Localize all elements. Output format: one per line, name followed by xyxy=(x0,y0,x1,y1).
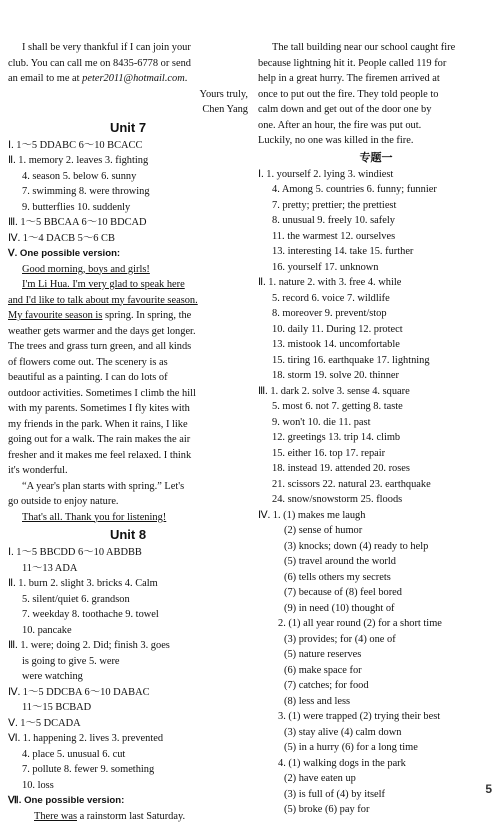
page-number: 5 xyxy=(485,782,492,796)
answer-line: 18. storm 19. solve 20. thinner xyxy=(258,368,494,384)
answer-line: Ⅳ. 1. (1) makes me laugh xyxy=(258,508,494,524)
answer-line: 10. loss xyxy=(8,778,248,794)
answer-line: (7) because of (8) feel bored xyxy=(258,585,494,601)
answer-line: 5. silent/quiet 6. grandson xyxy=(8,592,248,608)
essay-line: There was a rainstorm last Saturday. xyxy=(8,809,248,824)
essay-line: go outside to enjoy nature. xyxy=(8,494,248,510)
answer-line: (9) in need (10) thought of xyxy=(258,601,494,617)
answer-line: were watching xyxy=(8,669,248,685)
answer-line: 11～15 BCBAD xyxy=(8,700,248,716)
essay-line: it's wonderful. xyxy=(8,463,248,479)
answer-line: 8. moreover 9. prevent/stop xyxy=(258,306,494,322)
topic-title: 专题一 xyxy=(258,149,494,167)
answer-line: 13. mistook 14. uncomfortable xyxy=(258,337,494,353)
answer-line: 10. pancake xyxy=(8,623,248,639)
answer-line: (2) sense of humor xyxy=(258,523,494,539)
left-column xyxy=(8,40,248,824)
answer-line: Ⅱ. 1. burn 2. slight 3. bricks 4. Calm xyxy=(8,576,248,592)
answer-line: (3) is full of (4) by itself xyxy=(258,787,494,803)
answer-line: 18. instead 19. attended 20. roses xyxy=(258,461,494,477)
answer-line: 3. (1) were trapped (2) trying their best xyxy=(258,709,494,725)
answer-line: Ⅰ. 1～5 BBCDD 6～10 ABDBB xyxy=(8,545,248,561)
answer-line: Ⅱ. 1. memory 2. leaves 3. fighting xyxy=(8,153,248,169)
answer-line: (6) tells others my secrets xyxy=(258,570,494,586)
unit-7-title: Unit 7 xyxy=(8,118,248,138)
essay-line: I'm Li Hua. I'm very glad to speak here xyxy=(8,277,248,293)
answer-line: 4. place 5. unusual 6. cut xyxy=(8,747,248,763)
answer-line: 15. tiring 16. earthquake 17. lightning xyxy=(258,353,494,369)
story-line: one. After an hour, the fire was put out. xyxy=(258,118,494,134)
answer-line: 9. butterflies 10. suddenly xyxy=(8,200,248,216)
answer-line: 5. record 6. voice 7. wildlife xyxy=(258,291,494,307)
answer-line: (7) catches; for food xyxy=(258,678,494,694)
letter-line: I shall be very thankful if I can join your xyxy=(8,40,248,56)
essay-line: fresher and it makes me feel relaxed. I think xyxy=(8,448,248,464)
letter-line: club. You can call me on 8435-6778 or send xyxy=(8,56,248,72)
essay-line: outdoor activities. Sometimes I climb the hill xyxy=(8,386,248,402)
answer-line: Ⅰ. 1. yourself 2. lying 3. windiest xyxy=(258,167,494,183)
section-label: Ⅴ. One possible version: xyxy=(8,246,248,262)
answer-line: 10. daily 11. During 12. protect xyxy=(258,322,494,338)
story-line: help in a great hurry. The firemen arrived at xyxy=(258,71,494,87)
essay-line: going out for a walk. The rain makes the air xyxy=(8,432,248,448)
answer-line: 9. won't 10. die 11. past xyxy=(258,415,494,431)
answer-line: (8) less and less xyxy=(258,694,494,710)
answer-line: Ⅲ. 1～5 BBCAA 6～10 BDCAD xyxy=(8,215,248,231)
answer-line: (5) nature reserves xyxy=(258,647,494,663)
essay-line: The trees and grass turn green, and all kinds xyxy=(8,339,248,355)
answer-line: 7. weekday 8. toothache 9. towel xyxy=(8,607,248,623)
answer-line: 7. pollute 8. fewer 9. something xyxy=(8,762,248,778)
answer-line: Ⅳ. 1～5 DDCBA 6～10 DABAC xyxy=(8,685,248,701)
essay-line: and I'd like to talk about my favourite season. xyxy=(8,293,248,309)
unit-8-title: Unit 8 xyxy=(8,525,248,545)
answer-line: 13. interesting 14. take 15. further xyxy=(258,244,494,260)
answer-line: Ⅳ. 1～4 DACB 5～6 CB xyxy=(8,231,248,247)
letter-line: an email to me at peter2011@hotmail.com. xyxy=(8,71,248,87)
answer-line: (5) in a hurry (6) for a long time xyxy=(258,740,494,756)
essay-line: beautiful as a painting. I can do lots of xyxy=(8,370,248,386)
answer-line: Ⅱ. 1. nature 2. with 3. free 4. while xyxy=(258,275,494,291)
letter-closing: Yours truly, xyxy=(8,87,248,103)
answer-line: Ⅲ. 1. were; doing 2. Did; finish 3. goes xyxy=(8,638,248,654)
essay-line: of flowers come out. The scenery is as xyxy=(8,355,248,371)
answer-line: 4. (1) walking dogs in the park xyxy=(258,756,494,772)
answer-line: 12. greetings 13. trip 14. climb xyxy=(258,430,494,446)
answer-line: 4. Among 5. countries 6. funny; funnier xyxy=(258,182,494,198)
answer-line: 5. most 6. not 7. getting 8. taste xyxy=(258,399,494,415)
essay-line: Good morning, boys and girls! xyxy=(8,262,248,278)
answer-line: is going to give 5. were xyxy=(8,654,248,670)
essay-line: My favourite season is spring. In spring, the xyxy=(8,308,248,324)
answer-line: 11. the warmest 12. ourselves xyxy=(258,229,494,245)
answer-line: (5) broke (6) pay for xyxy=(258,802,494,818)
section-label: Ⅶ. One possible version: xyxy=(8,793,248,809)
answer-line: 24. snow/snowstorm 25. floods xyxy=(258,492,494,508)
answer-line: 16. yourself 17. unknown xyxy=(258,260,494,276)
answer-line: (3) provides; for (4) one of xyxy=(258,632,494,648)
answer-line: (3) knocks; down (4) ready to help xyxy=(258,539,494,555)
story-line: because lightning hit it. People called 119 for xyxy=(258,56,494,72)
answer-line: Ⅵ. 1. happening 2. lives 3. prevented xyxy=(8,731,248,747)
answer-line: 7. pretty; prettier; the prettiest xyxy=(258,198,494,214)
essay-line: “A year's plan starts with spring.” Let's xyxy=(8,479,248,495)
email-address: peter2011@hotmail.com xyxy=(82,73,185,84)
essay-line: with my parents. Sometimes I fly kites with xyxy=(8,401,248,417)
answer-line: 15. either 16. top 17. repair xyxy=(258,446,494,462)
answer-line: 2. (1) all year round (2) for a short time xyxy=(258,616,494,632)
answer-line: (6) make space for xyxy=(258,663,494,679)
story-line: once to put out the fire. They told people to xyxy=(258,87,494,103)
answer-line: Ⅴ. 1～5 DCADA xyxy=(8,716,248,732)
answer-line: (5) travel around the world xyxy=(258,554,494,570)
essay-line: weather gets warmer and the days get longer. xyxy=(8,324,248,340)
answer-line: (3) stay alive (4) calm down xyxy=(258,725,494,741)
story-line: The tall building near our school caught fire xyxy=(258,40,494,56)
answer-line: 8. unusual 9. freely 10. safely xyxy=(258,213,494,229)
answer-line: 21. scissors 22. natural 23. earthquake xyxy=(258,477,494,493)
answer-line: 11～13 ADA xyxy=(8,561,248,577)
answer-line: 4. season 5. below 6. sunny xyxy=(8,169,248,185)
letter-signature: Chen Yang xyxy=(8,102,248,118)
answer-line: 7. swimming 8. were throwing xyxy=(8,184,248,200)
story-line: Luckily, no one was killed in the fire. xyxy=(258,133,494,149)
answer-line: Ⅰ. 1～5 DDABC 6～10 BCACC xyxy=(8,138,248,154)
answer-line: Ⅲ. 1. dark 2. solve 3. sense 4. square xyxy=(258,384,494,400)
essay-line: That's all. Thank you for listening! xyxy=(8,510,248,526)
essay-line: my friends in the park. When it rains, I like xyxy=(8,417,248,433)
right-column xyxy=(258,40,494,818)
answer-line: (2) have eaten up xyxy=(258,771,494,787)
story-line: calm down and get out of the door one by xyxy=(258,102,494,118)
